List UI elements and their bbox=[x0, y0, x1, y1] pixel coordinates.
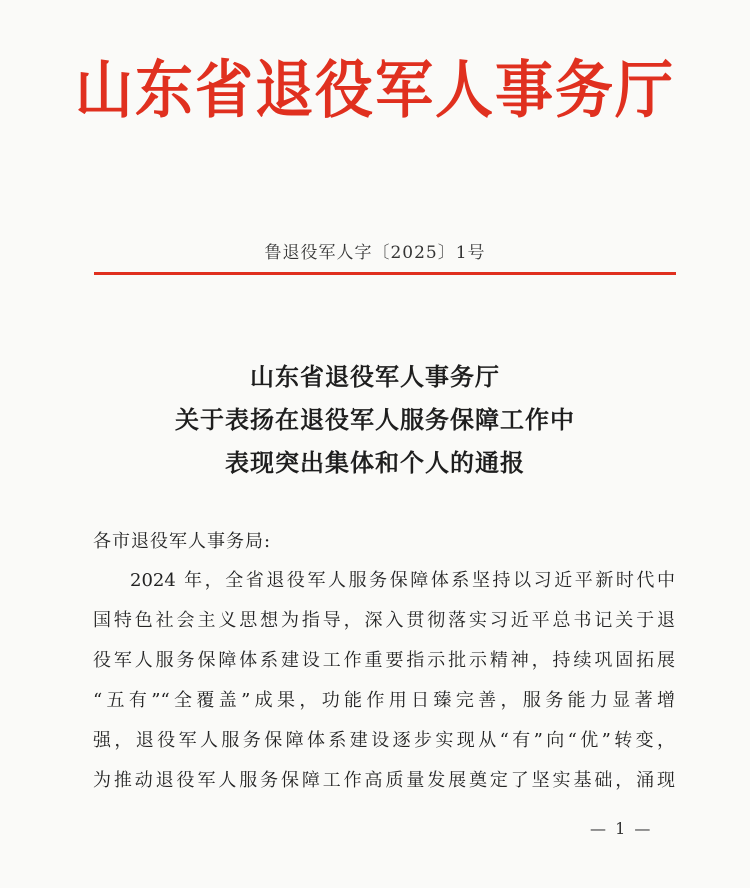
body-text-line: 国特色社会主义思想为指导，深入贯彻落实习近平总书记关于退 bbox=[93, 610, 675, 631]
body-text-line: 2024 年，全省退役军人服务保障体系坚持以习近平新时代中 bbox=[130, 570, 675, 591]
body-text-line: 为推动退役军人服务保障工作高质量发展奠定了坚实基础，涌现 bbox=[93, 770, 675, 791]
document-title-line-1: 山东省退役军人事务厅 bbox=[250, 362, 500, 391]
body-text-line: “五有”“全覆盖”成果，功能作用日臻完善，服务能力显著增 bbox=[93, 690, 675, 711]
page-number: — 1 — bbox=[590, 819, 653, 838]
organization-header: 山东省退役军人事务厅 bbox=[74, 53, 675, 127]
body-text-line: 强，退役军人服务保障体系建设逐步实现从“有”向“优”转变， bbox=[93, 730, 675, 751]
document-title-line-3: 表现突出集体和个人的通报 bbox=[225, 448, 525, 477]
red-divider bbox=[94, 272, 676, 275]
body-text-line: 役军人服务保障体系建设工作重要指示批示精神，持续巩固拓展 bbox=[93, 650, 675, 671]
salutation: 各市退役军人事务局: bbox=[93, 531, 272, 552]
document-title-line-2: 关于表扬在退役军人服务保障工作中 bbox=[175, 405, 575, 434]
document-number: 鲁退役军人字〔2025〕1号 bbox=[264, 243, 486, 263]
